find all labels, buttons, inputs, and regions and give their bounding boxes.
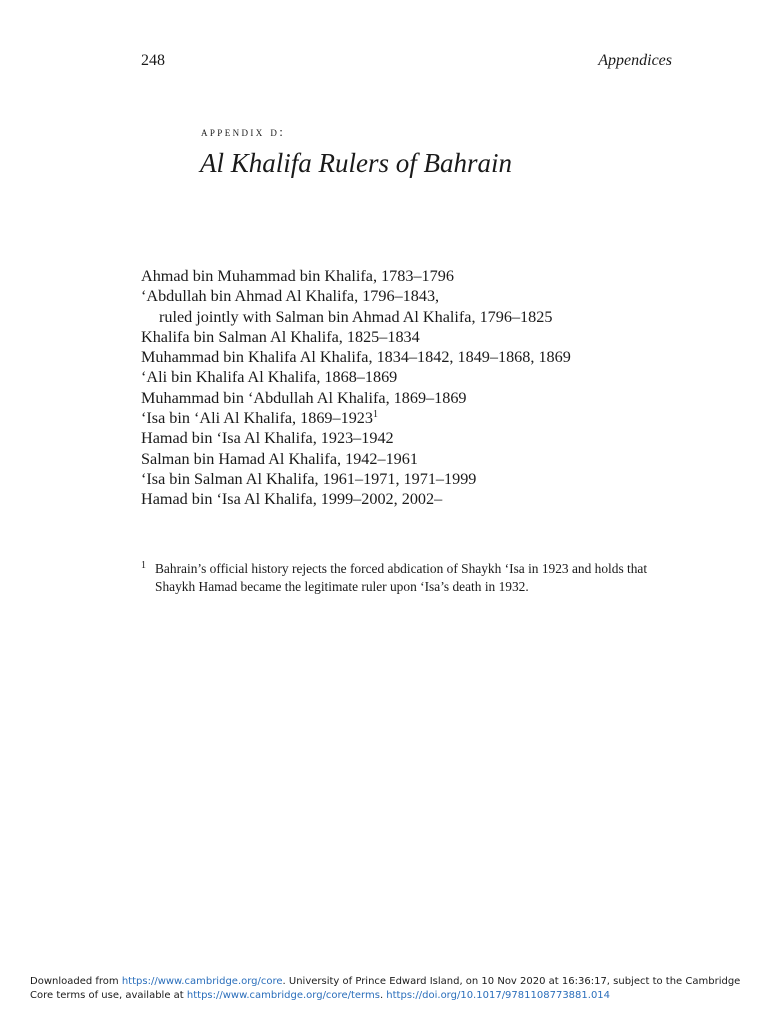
footnote-text: Bahrain’s official history rejects the forced abdication of Shaykh ‘Isa in 1923 and holds that Shaykh Hamad became the legitimate ruler upon ‘Isa’s death in 1932.: [155, 561, 648, 594]
list-item: Salman bin Hamad Al Khalifa, 1942–1961: [141, 449, 418, 468]
list-item: Hamad bin ‘Isa Al Khalifa, 1999–2002, 2002–: [141, 490, 443, 509]
appendix-title: Al Khalifa Rulers of Bahrain: [200, 148, 513, 178]
doi-link[interactable]: https://doi.org/10.1017/9781108773881.014: [386, 990, 611, 1001]
cambridge-core-link[interactable]: https://www.cambridge.org/core: [121, 976, 283, 987]
list-item: Khalifa bin Salman Al Khalifa, 1825–1834: [141, 327, 420, 346]
download-prefix: Downloaded from: [30, 976, 122, 987]
running-head: Appendices: [598, 52, 672, 69]
rulers-list: [141, 266, 701, 510]
list-item: Muhammad bin Khalifa Al Khalifa, 1834–1842, 1849–1868, 1869: [141, 348, 571, 367]
footnote-reference[interactable]: 1: [372, 409, 378, 421]
download-note: [30, 975, 750, 1003]
terms-link[interactable]: https://www.cambridge.org/core/terms: [186, 990, 380, 1001]
footnote: [141, 560, 681, 595]
list-item: ‘Ali bin Khalifa Al Khalifa, 1868–1869: [141, 368, 398, 387]
list-item: [141, 408, 701, 428]
list-item-text: ‘Isa bin ‘Ali Al Khalifa, 1869–1923: [141, 409, 373, 428]
list-item: ‘Isa bin Salman Al Khalifa, 1961–1971, 1971–1999: [141, 469, 477, 488]
list-item: Muhammad bin ‘Abdullah Al Khalifa, 1869–1869: [141, 388, 467, 407]
list-item: ‘Abdullah bin Ahmad Al Khalifa, 1796–1843,: [141, 287, 440, 306]
download-separator: .: [379, 990, 387, 1001]
download-middle: . University of Prince Edward Island, on 10 Nov 2020 at 16:36:17, subject to the Cambridge Core terms of use, available at: [30, 976, 741, 1001]
list-item: Ahmad bin Muhammad bin Khalifa, 1783–1796: [141, 267, 454, 285]
footnote-marker: 1: [141, 560, 146, 571]
list-item: ruled jointly with Salman bin Ahmad Al Khalifa, 1796–1825: [159, 307, 553, 326]
appendix-label: appendix d:: [201, 124, 286, 139]
page-number: 248: [141, 52, 165, 69]
list-item: Hamad bin ‘Isa Al Khalifa, 1923–1942: [141, 429, 394, 448]
